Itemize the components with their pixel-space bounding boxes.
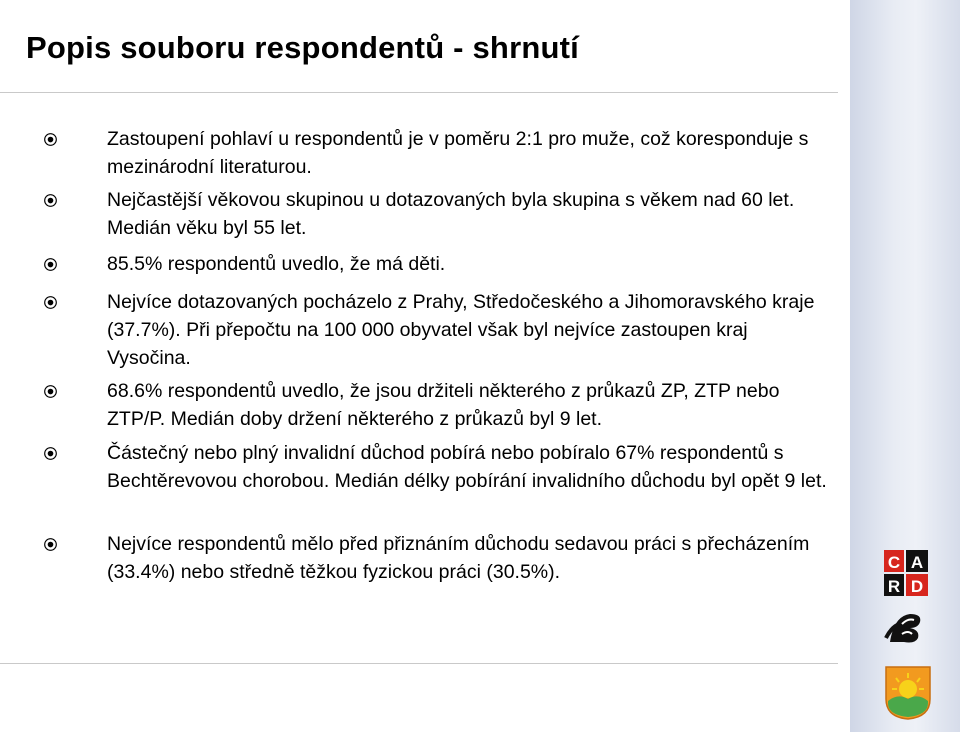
list-item-text: Zastoupení pohlaví u respondentů je v poměru 2:1 pro muže, což koresponduje s mezinárodní literaturou.	[107, 128, 809, 178]
svg-text:R: R	[887, 577, 901, 596]
list-item-text: Nejvíce respondentů mělo před přiznáním důchodu sedavou práci s přecházením (33.4%) nebo středně těžkou fyzickou práci (30.5%).	[107, 533, 810, 583]
radio-bullet-icon	[43, 537, 58, 552]
list-item-text: Částečný nebo plný invalidní důchod pobírá nebo pobíralo 67% respondentů s Bechtěrevovou chorobou. Medián délky pobírání invalidního důchodu byl opět 9 let.	[107, 442, 827, 492]
list-item-text: 85.5% respondentů uvedlo, že má děti.	[107, 253, 446, 275]
radio-bullet-icon	[43, 257, 58, 272]
list-item-text: Nejvíce dotazovaných pocházelo z Prahy, Středočeského a Jihomoravského kraje (37.7%). Při přepočtu na 100 000 obyvatel však byl nejvíce zastoupen kraj Vysočina.	[107, 291, 815, 369]
svg-text:A: A	[910, 553, 924, 572]
footer-divider	[0, 663, 838, 664]
radio-bullet-icon	[43, 193, 58, 208]
list-item-text: Nejčastější věkovou skupinou u dotazovaných byla skupina s věkem nad 60 let. Medián věku byl 55 let.	[107, 189, 795, 239]
card-logo-icon	[882, 548, 930, 600]
radio-bullet-icon	[43, 295, 58, 310]
sun-emblem-icon	[884, 665, 932, 721]
slide-title: Popis souboru respondentů - shrnutí	[26, 30, 579, 65]
svg-text:D: D	[910, 577, 924, 596]
list-item-text: 68.6% respondentů uvedlo, že jsou držiteli některého z průkazů ZP, ZTP nebo ZTP/P. Medián doby držení některého z průkazů byl 9 let.	[107, 380, 780, 430]
kb-mark-icon	[880, 608, 930, 648]
radio-bullet-icon	[43, 446, 58, 461]
radio-bullet-icon	[43, 384, 58, 399]
kb-logo-icon	[880, 608, 930, 656]
radio-bullet-icon	[43, 132, 58, 147]
svg-text:C: C	[887, 553, 901, 572]
